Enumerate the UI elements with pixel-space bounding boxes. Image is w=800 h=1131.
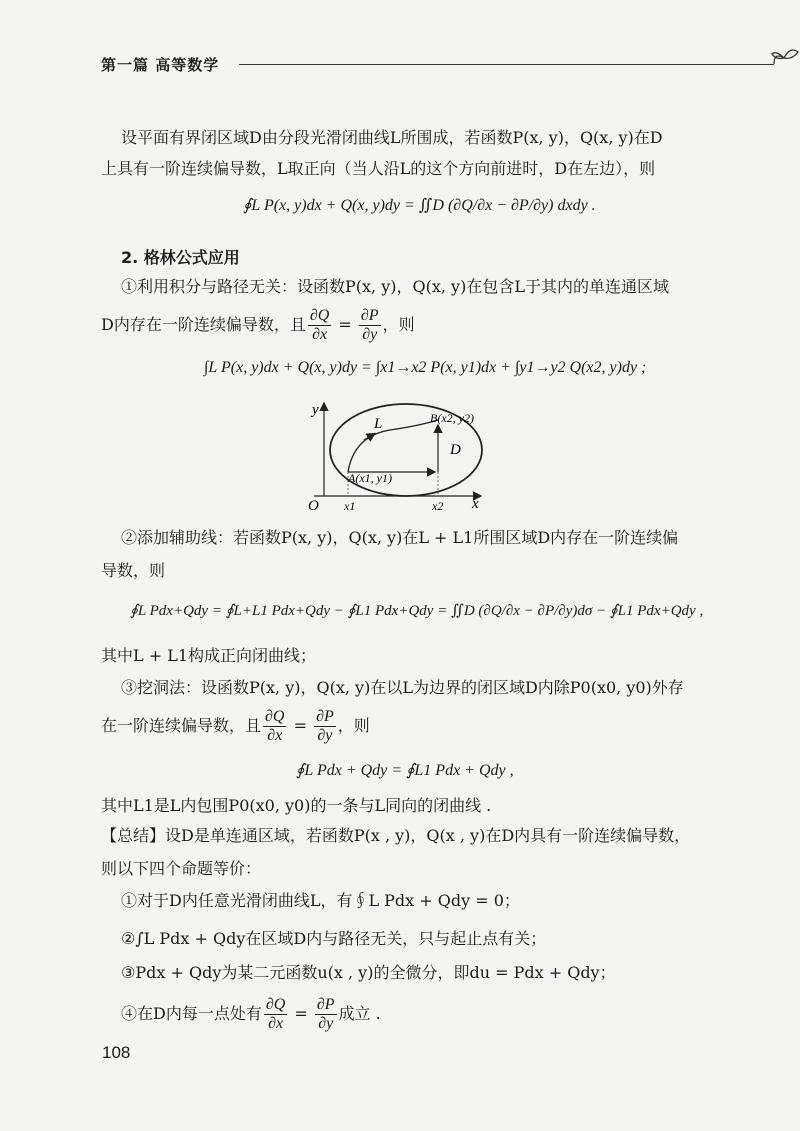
label-origin: O [308, 498, 319, 514]
summary-c4-pre: ④在D内每一点处有 [121, 1004, 262, 1023]
item3-line2-pre: 在一阶连续偏导数，且 [101, 716, 262, 735]
summary-condition-3: ③Pdx + Qdy为某二元函数u(x , y)的全微分，即du = Pdx + Qdy； [121, 963, 616, 982]
intro-line-1: 设平面有界闭区域D由分段光滑闭曲线L所围成，若函数P(x, y)，Q(x, y)在D [121, 128, 663, 147]
label-L: L [374, 416, 383, 432]
page-number: 108 [102, 1043, 131, 1062]
item1-line-2: D内存在一阶连续偏导数，且 $\frac{\partial Q}{\partial x}$ = $\frac{\partial P}{\partial y}$ ，则 [101, 307, 415, 343]
label-x1: x1 [344, 499, 356, 513]
frac-num: ∂P [316, 996, 335, 1013]
frac-den: ∂x [268, 1015, 284, 1032]
page-header [101, 50, 701, 80]
summary-c4-post: 成立 . [338, 1004, 381, 1023]
item3-note: 其中L1是L内包围P0(x0, y0)的一条与L同向的闭曲线 . [101, 796, 492, 815]
label-A: A(x1, y1) [348, 471, 392, 485]
summary-line-2: 则以下四个命题等价： [101, 859, 262, 878]
label-x: x [472, 496, 479, 512]
item3-line-2: 在一阶连续偏导数，且 $\frac{\partial Q}{\partial x}$ = $\frac{\partial P}{\partial y}$ ，则 [101, 708, 370, 744]
fraction-dP-dy [359, 307, 381, 344]
path-diagram [300, 396, 500, 516]
frac-num: ∂P [360, 307, 379, 324]
frac-den: ∂x [312, 326, 328, 343]
item2-line-2: 导数，则 [101, 561, 166, 580]
frac-num: ∂Q [309, 307, 330, 324]
item2-line-1: ②添加辅助线：若函数P(x, y)，Q(x, y)在L + L1所围区域D内存在一阶连续偏 [121, 528, 679, 547]
frac-den: ∂y [362, 326, 378, 343]
item3-line-1: ③挖洞法：设函数P(x, y)，Q(x, y)在以L为边界的闭区域D内除P0(x0, y0)外存 [121, 678, 684, 697]
frac-den: ∂x [267, 727, 283, 744]
item2-note: 其中L + L1构成正向闭曲线； [101, 646, 317, 665]
curve-arrow [364, 434, 374, 440]
frac-den: ∂y [318, 1015, 334, 1032]
intro-line-2: 上具有一阶连续偏导数，L取正向（当人沿L的这个方向前进时，D在左边），则 [101, 159, 656, 178]
frac-num: ∂P [316, 708, 334, 725]
item1-line2-pre: D内存在一阶连续偏导数，且 [101, 315, 306, 334]
item1-line-1: ①利用积分与路径无关：设函数P(x, y)，Q(x, y)在包含L于其内的单连通区域 [121, 277, 669, 296]
header-rule [239, 64, 774, 65]
fraction-dQ-dx [308, 307, 331, 344]
item3-line2-post: ，则 [337, 716, 370, 735]
label-x2: x2 [432, 499, 444, 513]
summary-line-1: 【总结】设D是单连通区域，若函数P(x , y)，Q(x , y)在D内具有一阶连续偏导数， [101, 826, 691, 845]
fraction-dQ-dx [264, 996, 287, 1033]
item1-line2-post: ，则 [382, 315, 415, 334]
summary-condition-1: ①对于D内任意光滑闭曲线L，有∮L Pdx + Qdy = 0； [121, 891, 520, 910]
item3-formula: ∮L Pdx + Qdy = ∮L1 Pdx + Qdy , [296, 762, 514, 779]
chapter-title: 第一篇 高等数学 [101, 56, 220, 74]
frac-den: ∂y [317, 727, 333, 744]
summary-condition-2: ②∫L Pdx + Qdy在区域D内与路径无关，只与起止点有关； [121, 929, 547, 948]
label-B: B(x2, y2) [430, 411, 474, 425]
curve-L [348, 420, 438, 472]
sprout-icon [766, 38, 800, 78]
item1-formula: ∫L P(x, y)dx + Q(x, y)dy = ∫x1→x2 P(x, y1)dx + ∫y1→y2 Q(x2, y)dy ; [204, 359, 647, 376]
green-formula: ∮L P(x, y)dx + Q(x, y)dy = ∬D (∂Q/∂x − ∂P/∂y) dxdy . [243, 197, 596, 214]
label-y: y [312, 402, 319, 418]
frac-num: ∂Q [265, 708, 285, 725]
label-D: D [450, 442, 461, 458]
fraction-dP-dy [315, 996, 337, 1033]
fraction-dQ-dx [263, 708, 286, 745]
item2-formula: ∮L Pdx+Qdy = ∮L+L1 Pdx+Qdy − ∮L1 Pdx+Qdy = ∬D (∂Q/∂x − ∂P/∂y)dσ − ∮L1 Pdx+Qdy , [130, 603, 704, 619]
fraction-dP-dy [314, 708, 336, 745]
frac-num: ∂Q [265, 996, 286, 1013]
section-title: 2. 格林公式应用 [121, 248, 240, 267]
summary-condition-4: ④在D内每一点处有 $\frac{\partial Q}{\partial x}$ = $\frac{\partial P}{\partial y}$ 成立 . [121, 996, 381, 1032]
